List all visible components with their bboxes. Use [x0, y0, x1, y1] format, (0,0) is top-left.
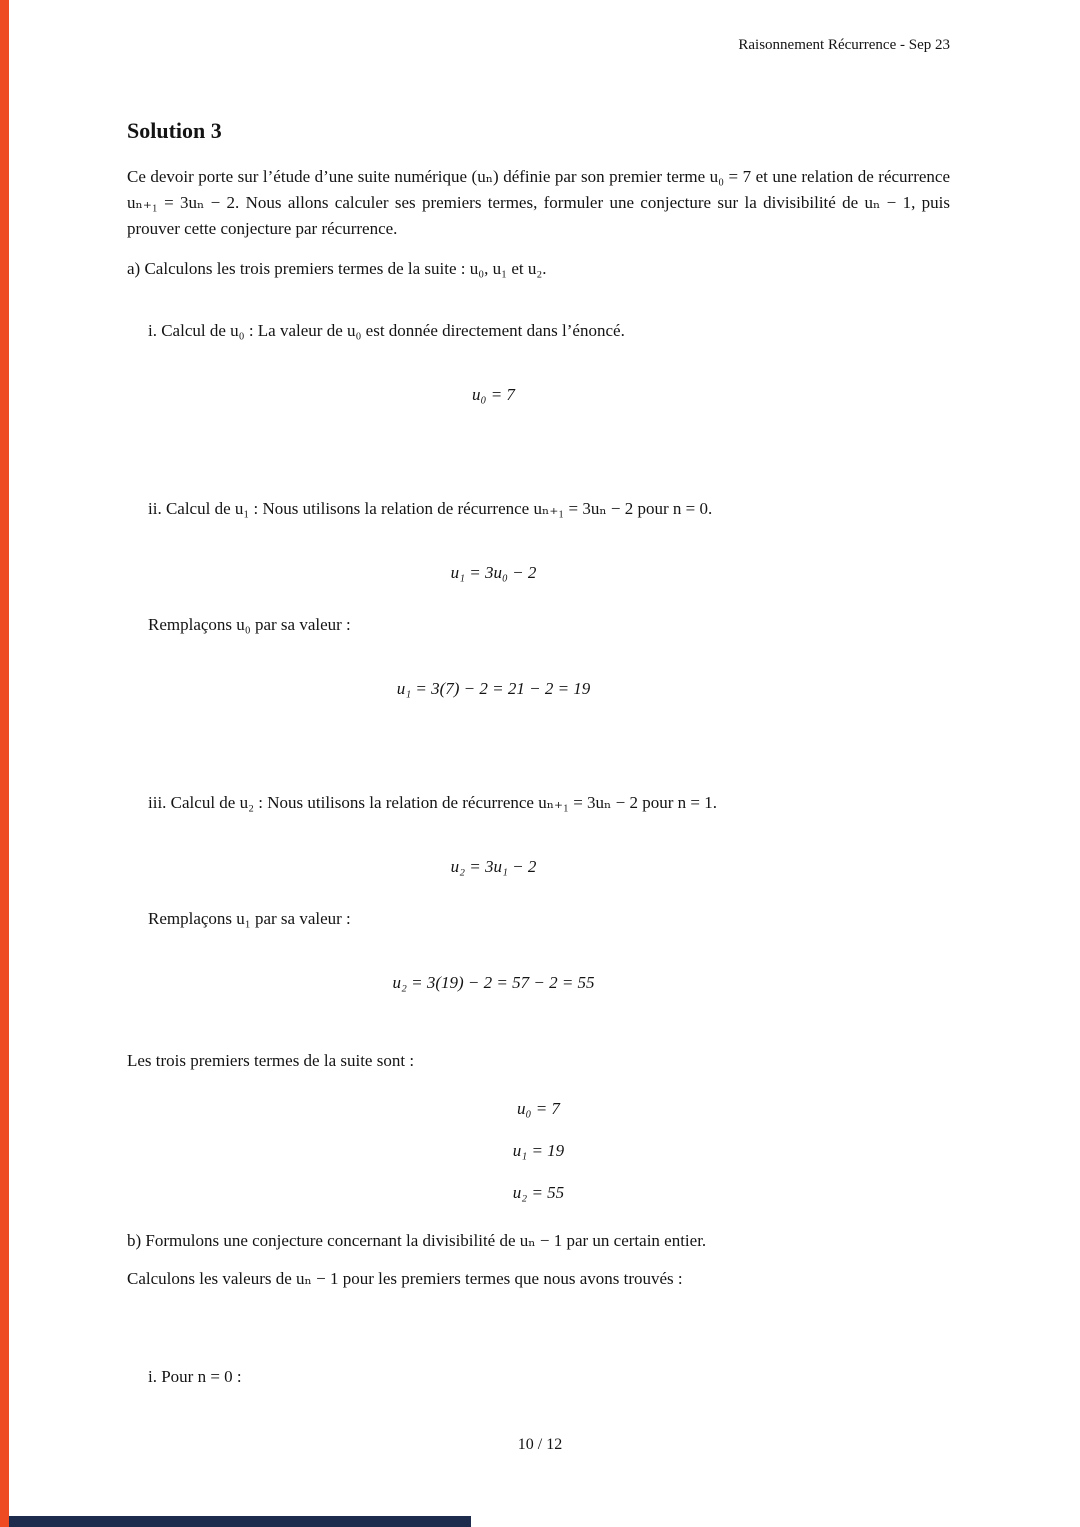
- solution-title: Solution 3: [127, 118, 222, 143]
- replace-u1-text: Remplaçons u₁ par sa valeur :: [148, 909, 351, 928]
- part-b-intro: Calculons les valeurs de uₙ − 1 pour les premiers termes que nous avons trouvés :: [127, 1269, 683, 1288]
- step-i-calc-u0: i. Calcul de u₀ : La valeur de u₀ est donnée directement dans l’énoncé.: [148, 321, 625, 340]
- result-u1: u₁ = 19: [512, 1141, 565, 1160]
- results-equations: [127, 1088, 950, 1214]
- equation-u1-definition: u₁ = 3u₀ − 2: [450, 563, 537, 582]
- step-b-i-pour-n0: i. Pour n = 0 :: [148, 1367, 242, 1386]
- step-ii-calc-u1: ii. Calcul de u₁ : Nous utilisons la relation de récurrence uₙ₊₁ = 3uₙ − 2 pour n = 0.: [148, 499, 713, 518]
- equation-u2-calculation: u₂ = 3(19) − 2 = 57 − 2 = 55: [392, 973, 595, 992]
- step-iii-calc-u2: iii. Calcul de u₂ : Nous utilisons la relation de récurrence uₙ₊₁ = 3uₙ − 2 pour n = 1.: [148, 793, 717, 812]
- equation-u2-definition: u₂ = 3u₁ − 2: [450, 857, 537, 876]
- part-a-heading: a) Calculons les trois premiers termes de la suite : u₀, u₁ et u₂.: [127, 259, 547, 278]
- equation-u1-calculation: u₁ = 3(7) − 2 = 21 − 2 = 19: [396, 679, 591, 698]
- replace-u0-text: Remplaçons u₀ par sa valeur :: [148, 615, 351, 634]
- equation-u0-value: u₀ = 7: [472, 385, 515, 404]
- result-u2: u₂ = 55: [512, 1183, 565, 1202]
- bottom-accent-bar: [9, 1516, 471, 1527]
- result-u0: u₀ = 7: [517, 1099, 560, 1118]
- part-b-heading: b) Formulons une conjecture concernant la divisibilité de uₙ − 1 par un certain entier.: [127, 1231, 707, 1250]
- results-intro-text: Les trois premiers termes de la suite sont :: [127, 1051, 415, 1070]
- document-header: Raisonnement Récurrence - Sep 23: [738, 37, 950, 53]
- footer-page-number: 10 / 12: [517, 1436, 563, 1453]
- intro-paragraph: Ce devoir porte sur l’étude d’une suite numérique (uₙ) définie par son premier terme u₀ = 7 et une relation de récurrence uₙ₊₁ = 3uₙ − 2. Nous allons calculer ses premiers termes, formuler une conjecture sur la divisibilité de uₙ − 1, puis prouver cette conjecture par récurrence.: [127, 167, 950, 238]
